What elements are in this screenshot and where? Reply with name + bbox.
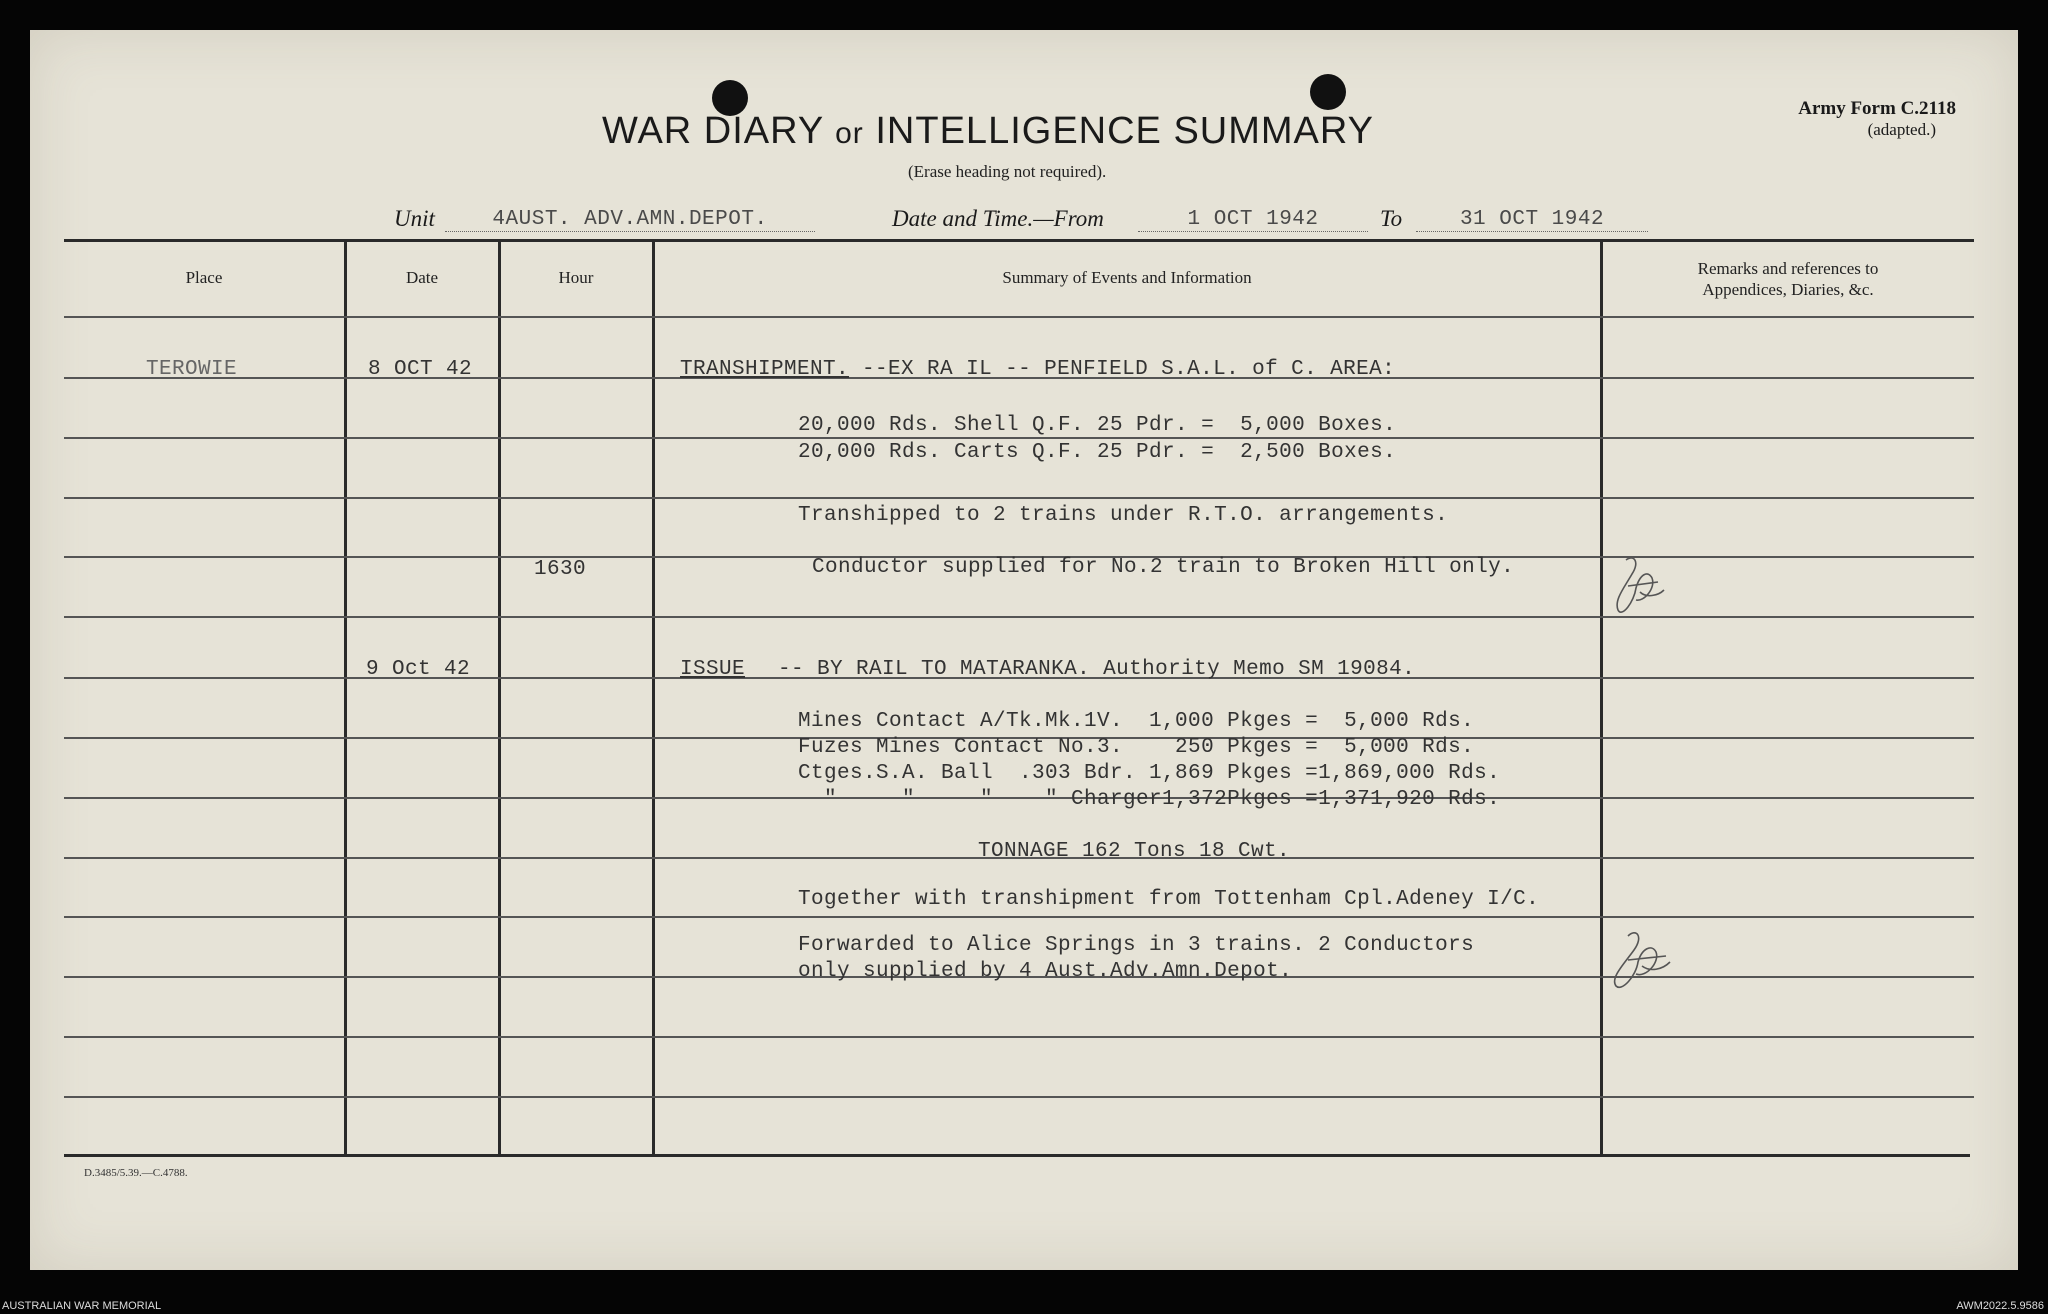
date-time-label: Date and Time.—From [892,206,1104,231]
initials-signature [1604,926,1684,996]
ruled-line [64,916,1974,918]
page-subtitle: (Erase heading not required). [908,162,1107,181]
ruled-line [64,1096,1974,1098]
form-number: Army Form C.2118 [1798,98,1956,119]
col-header-remarks-1: Remarks and references to [1697,259,1879,278]
punch-hole-right [1310,74,1346,110]
credit-left: AUSTRALIAN WAR MEMORIAL [2,1300,162,1312]
col-header-remarks-2: Appendices, Diaries, &c. [1702,280,1874,299]
ruled-line [64,316,1974,318]
to-date-value: 31 OCT 1942 [1416,208,1648,232]
print-code: D.3485/5.39.—C.4788. [84,1167,188,1179]
ruled-line [64,1036,1974,1038]
unit-label: Unit [394,206,435,231]
entry-line: Fuzes Mines Contact No.3. 250 Pkges = 5,000 Rds. [798,736,1475,759]
entry-heading [680,658,1415,681]
entry-date: 9 Oct 42 [366,658,471,681]
unit-value: 4AUST. ADV.AMN.DEPOT. [445,208,815,232]
form-adapted: (adapted.) [1867,120,1936,139]
entry-line: only supplied by 4 Aust.Adv.Amn.Depot. [798,960,1293,983]
entry-line: 20,000 Rds. Carts Q.F. 25 Pdr. = 2,500 Boxes. [798,441,1397,464]
entry-hour: 1630 [534,558,587,581]
entry-line: Conductor supplied for No.2 train to Broken Hill only. [812,556,1515,579]
entry-line: Transhipped to 2 trains under R.T.O. arrangements. [798,504,1449,527]
entry-place: TEROWIE [146,358,238,381]
col-header-date: Date [405,268,439,287]
entry-line: Together with transhipment from Tottenham Cpl.Adeney I/C. [798,888,1540,911]
to-label: To [1380,206,1403,231]
title-or: or [835,117,864,150]
table-bottom-rule [64,1154,1970,1157]
page-title [602,110,1374,153]
ruled-line [64,497,1974,499]
entry-line: " " " " Charger1,372Pkges =1,371,920 Rds. [798,788,1501,811]
title-intelligence-summary: INTELLIGENCE SUMMARY [875,110,1374,152]
ruled-line [64,437,1974,439]
initials-signature [1606,552,1676,622]
table-top-rule [64,239,1974,242]
entry-heading-title: TRANSHIPMENT. [680,358,850,381]
entry-line: Mines Contact A/Tk.Mk.1V. 1,000 Pkges = 5,000 Rds. [798,710,1475,733]
entry-line: 20,000 Rds. Shell Q.F. 25 Pdr. = 5,000 Boxes. [798,414,1397,437]
col-header-summary: Summary of Events and Information [1002,268,1252,287]
ruled-line [64,616,1974,618]
entry-heading-rest: -- BY RAIL TO MATARANKA. Authority Memo SM 19084. [778,658,1416,681]
col-header-place: Place [185,268,223,287]
title-war-diary: WAR DIARY [602,110,824,152]
entry-date: 8 OCT 42 [368,358,473,381]
col-header-hour: Hour [558,268,594,287]
from-date-value: 1 OCT 1942 [1138,208,1368,232]
entry-line: TONNAGE 162 Tons 18 Cwt. [978,840,1291,863]
entry-line: Forwarded to Alice Springs in 3 trains. 2 Conductors [798,934,1475,957]
entry-heading [680,358,1395,381]
entry-line: Ctges.S.A. Ball .303 Bdr. 1,869 Pkges =1,869,000 Rds. [798,762,1501,785]
entry-heading-rest: --EX RA IL -- PENFIELD S.A.L. of C. AREA: [862,358,1396,381]
credit-right: AWM2022.5.9586 [1956,1300,2044,1312]
entry-heading-title: ISSUE [680,658,746,681]
